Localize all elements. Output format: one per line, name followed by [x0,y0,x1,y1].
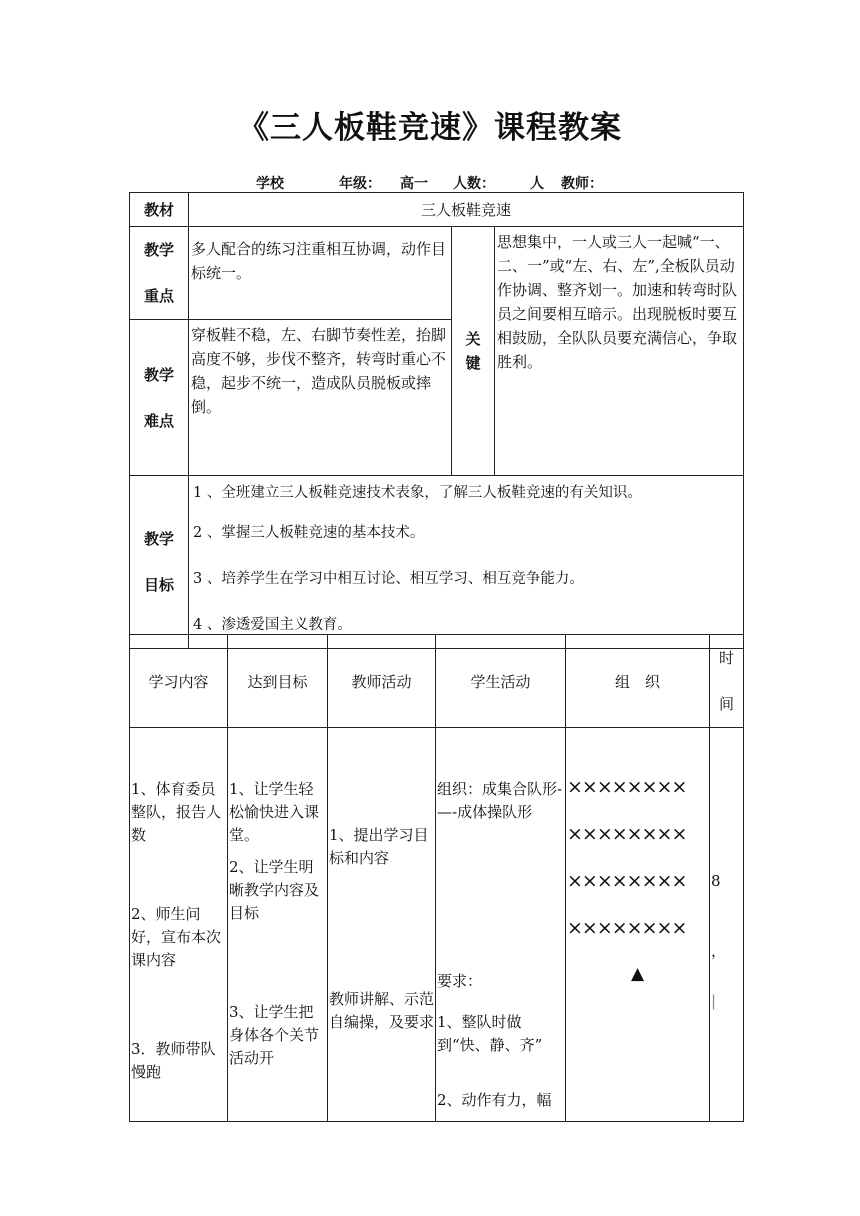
teacher-item: 1、提出学习目标和内容 [329,826,429,867]
key-points-text: 多人配合的练习注重相互协调，动作目标统一。 [189,227,452,320]
formation-row: ×××××××× [567,823,687,845]
grade-value: 高一 [400,176,428,192]
content-item: 3．教师带队慢跑 [131,1040,216,1081]
goal-item: 3 、培养学生在学习中相互讨论、相互学习、相互竞争能力。 [193,571,584,587]
target-item: 2、让学生明晰教学内容及目标 [229,858,320,922]
content-cell [130,728,228,1122]
difficulties-label: 教学 难点 [130,320,189,476]
school-label: 学校 [256,176,284,192]
key-text: 思想集中，一人或三人一起喊“一、二、一”或“左、右、左”,全板队员动作协调、整齐划一。加速和转弯时队员之间要相互暗示。出现脱板时要互相鼓励，全队队员要充满信心，争取胜利。 [495,227,744,476]
student-item: 2、动作有力，幅 [437,1091,552,1109]
formation-row: ×××××××× [567,776,687,798]
col-header-content: 学习内容 [130,635,228,728]
key-label: 关 键 [452,227,495,476]
target-item: 1、让学生轻松愉快进入课堂。 [229,780,320,844]
content-item: 1、体育委员整队，报告人数 [131,780,222,844]
goals-label: 教学 目标 [130,476,189,649]
time-item: 8 [711,872,721,890]
col-header-target: 达到目标 [228,635,328,728]
difficulties-text: 穿板鞋不稳，左、右脚节奏性差，抬脚高度不够，步伐不整齐，转弯时重心不稳，起步不统一，造成队员脱板或摔倒。 [189,320,452,476]
time-item: ， [711,942,727,960]
content-item: 2、师生问好，宣布本次课内容 [131,905,222,969]
teacher-cell [328,728,436,1122]
student-cell [436,728,566,1122]
student-item: 1、整队时做到“快、静、齐” [437,1013,543,1054]
lesson-procedure-table [129,634,744,1122]
page-title: 《三人板鞋竞速》课程教案 [238,110,622,146]
formation-row: ×××××××× [567,870,687,892]
teacher-label: 教师： [561,176,603,192]
teacher-item: 教师讲解、示范自编操，及要求 [329,990,435,1031]
time-cell [710,728,744,1122]
teacher-position-triangle-icon: ▲ [630,964,645,984]
count-unit: 人 [530,176,544,192]
target-item: 3、让学生把身体各个关节活动开 [229,1003,320,1067]
col-header-student: 学生活动 [436,635,566,728]
goal-item: 4 、渗透爱国主义教育。 [193,617,352,633]
col-header-time: 时 间 [710,635,744,728]
goals-list [189,476,744,649]
count-label: 人数： [453,176,495,192]
col-header-organization: 组 织 [566,635,710,728]
material-label: 教材 [130,193,189,227]
goal-item: 1 、全班建立三人板鞋竞速技术表象，了解三人板鞋竞速的有关知识。 [193,485,642,501]
student-item: 要求： [437,972,483,990]
target-cell [228,728,328,1122]
material-value: 三人板鞋竞速 [189,193,744,227]
formation-row: ×××××××× [567,917,687,939]
grade-label: 年级： [339,176,381,192]
col-header-teacher: 教师活动 [328,635,436,728]
info-line [0,173,860,193]
lesson-info-table [129,192,744,649]
key-points-label: 教学 重点 [130,227,189,320]
goal-item: 2 、掌握三人板鞋竞速的基本技术。 [193,525,425,541]
time-item: | [711,992,717,1010]
organization-cell [566,728,710,1122]
student-item: 组织：成集合队形-—-成体操队形 [437,780,563,821]
